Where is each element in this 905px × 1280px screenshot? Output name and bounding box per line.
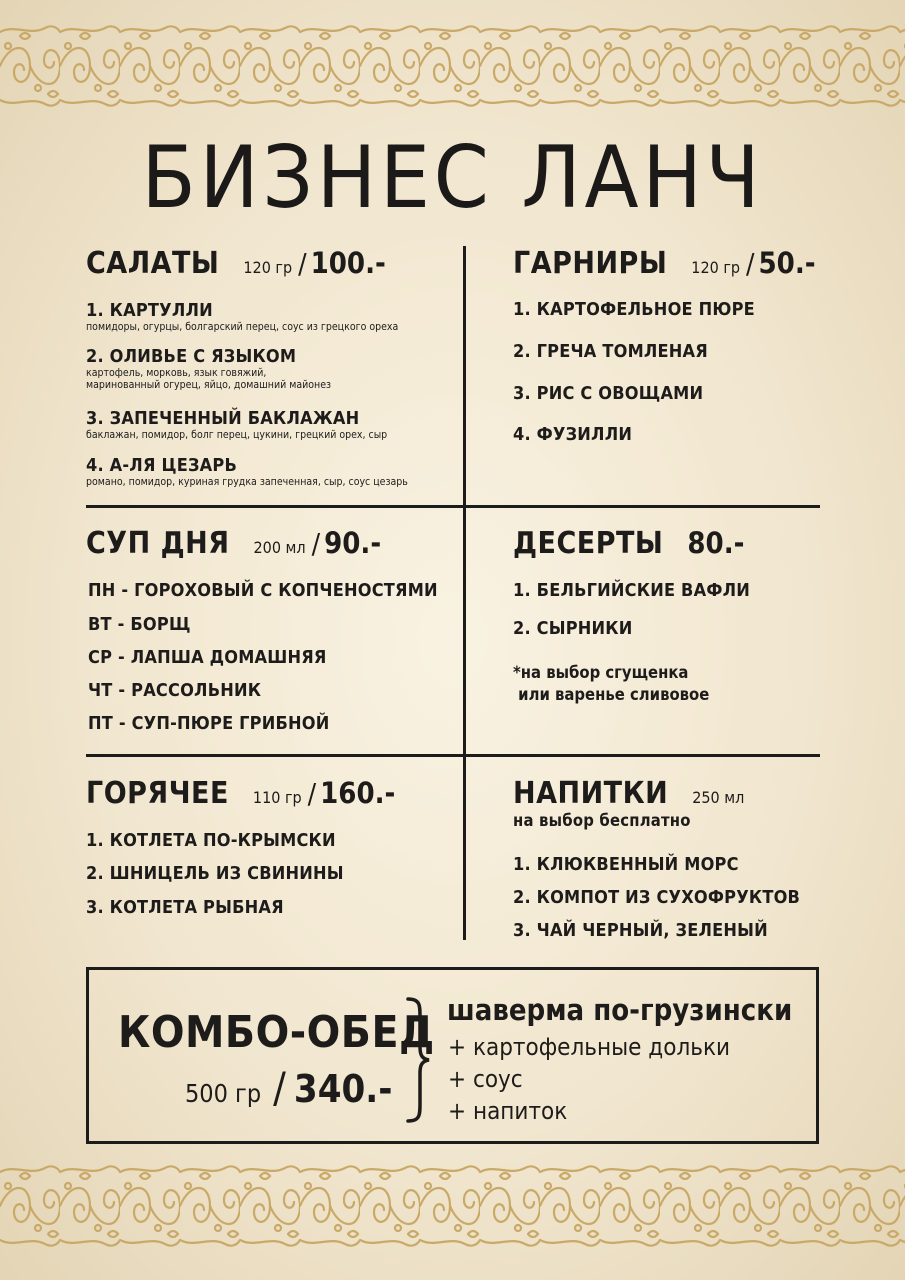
salads-item-2	[86, 346, 331, 391]
desserts-header	[513, 526, 744, 561]
salads-weight: 120 гр	[243, 258, 293, 277]
section-hot	[86, 776, 395, 811]
salads-item-3	[86, 408, 387, 441]
garnish-header	[513, 246, 816, 281]
combo-extra-2: + соус	[448, 1065, 523, 1093]
row-divider-2	[86, 754, 820, 757]
soup-item-thursday: ЧТ - РАССОЛЬНИК	[88, 680, 262, 701]
garnish-item-1: 1. КАРТОФЕЛЬНОЕ ПЮРЕ	[513, 299, 755, 320]
desserts-price: 80.-	[687, 526, 745, 560]
hot-item-3: 3. КОТЛЕТА РЫБНАЯ	[86, 897, 284, 918]
soup-title: СУП ДНЯ	[86, 526, 230, 561]
item-name: 2. ОЛИВЬЕ С ЯЗЫКОМ	[86, 346, 297, 367]
soup-price: 90.-	[324, 526, 382, 560]
hot-price: 160.-	[320, 776, 396, 810]
combo-title: КОМБО-ОБЕД	[118, 1007, 435, 1058]
section-garnish	[513, 246, 816, 281]
section-desserts	[513, 526, 744, 561]
soup-item-wednesday: СР - ЛАПША ДОМАШНЯЯ	[88, 647, 327, 668]
desserts-title: ДЕСЕРТЫ	[513, 526, 664, 561]
garnish-title: ГАРНИРЫ	[513, 246, 668, 281]
page-title: БИЗНЕС ЛАНЧ	[141, 128, 764, 228]
column-divider	[463, 246, 466, 940]
row-divider-1	[86, 505, 820, 508]
price-slash: /	[298, 247, 307, 280]
salads-item-1	[86, 300, 398, 333]
drinks-item-3: 3. ЧАЙ ЧЕРНЫЙ, ЗЕЛЕНЫЙ	[513, 920, 768, 941]
combo-weight: 500 гр	[185, 1079, 262, 1108]
hot-item-2: 2. ШНИЦЕЛЬ ИЗ СВИНИНЫ	[86, 863, 344, 884]
section-drinks	[513, 776, 744, 830]
drinks-item-1: 1. КЛЮКВЕННЫЙ МОРС	[513, 854, 739, 875]
desserts-note-line-2: или варенье сливовое	[513, 685, 710, 704]
drinks-item-2: 2. КОМПОТ ИЗ СУХОФРУКТОВ	[513, 887, 801, 908]
price-slash: /	[746, 247, 755, 280]
item-description: помидоры, огурцы, болгарский перец, соус из грецкого ореха	[86, 321, 399, 333]
drinks-subtitle: на выбор бесплатно	[513, 811, 691, 830]
garnish-item-3: 3. РИС С ОВОЩАМИ	[513, 383, 704, 404]
item-description: романо, помидор, куриная грудка запеченная, сыр, соус цезарь	[86, 476, 408, 488]
item-name: 4. А-ЛЯ ЦЕЗАРЬ	[86, 455, 238, 476]
hot-weight: 110 гр	[252, 788, 302, 807]
salads-item-4	[86, 455, 408, 488]
soup-weight: 200 мл	[253, 538, 306, 557]
garnish-item-2: 2. ГРЕЧА ТОМЛЕНАЯ	[513, 341, 708, 362]
price-slash: /	[307, 777, 317, 810]
item-name: 1. КАРТУЛЛИ	[86, 300, 213, 321]
soup-item-monday: ПН - ГОРОХОВЫЙ С КОПЧЕНОСТЯМИ	[88, 580, 438, 601]
item-description: баклажан, помидор, болг перец, цукини, грецкий орех, сыр	[86, 429, 388, 441]
salads-price: 100.-	[310, 246, 386, 280]
salads-header	[86, 246, 386, 281]
combo-price: 340.-	[293, 1067, 393, 1111]
desserts-note-line-1: *на выбор сгущенка	[513, 663, 689, 682]
desserts-item-1: 1. БЕЛЬГИЙСКИЕ ВАФЛИ	[513, 580, 750, 601]
hot-item-1: 1. КОТЛЕТА ПО-КРЫМСКИ	[86, 830, 336, 851]
drinks-header	[513, 776, 744, 811]
hot-header	[86, 776, 395, 811]
drinks-volume: 250 мл	[692, 788, 745, 807]
drinks-title: НАПИТКИ	[513, 776, 669, 811]
combo-extra-1: + картофельные дольки	[448, 1033, 731, 1061]
price-slash: /	[273, 1063, 286, 1112]
section-soup	[86, 526, 381, 561]
combo-price-row	[185, 1063, 392, 1112]
soup-item-friday: ПТ - СУП-ПЮРЕ ГРИБНОЙ	[88, 713, 330, 734]
price-slash: /	[311, 527, 321, 560]
garnish-weight: 120 гр	[691, 258, 741, 277]
garnish-item-4: 4. ФУЗИЛЛИ	[513, 424, 633, 445]
ornament-border-top	[0, 22, 905, 110]
combo-extra-3: + напиток	[448, 1097, 568, 1125]
curly-brace-icon	[402, 995, 432, 1129]
combo-main-dish: шаверма по-грузински	[447, 993, 793, 1027]
salads-title: САЛАТЫ	[86, 246, 220, 281]
item-description: картофель, морковь, язык говяжий,	[86, 367, 267, 379]
hot-title: ГОРЯЧЕЕ	[86, 776, 229, 811]
garnish-price: 50.-	[758, 246, 816, 280]
desserts-note	[513, 662, 709, 706]
soup-header	[86, 526, 381, 561]
ornament-border-bottom	[0, 1162, 905, 1250]
section-salads	[86, 246, 386, 281]
item-name: 3. ЗАПЕЧЕННЫЙ БАКЛАЖАН	[86, 408, 360, 429]
desserts-item-2: 2. СЫРНИКИ	[513, 618, 633, 639]
item-description: маринованный огурец, яйцо, домашний майонез	[86, 379, 332, 391]
soup-item-tuesday: ВТ - БОРЩ	[88, 614, 191, 635]
